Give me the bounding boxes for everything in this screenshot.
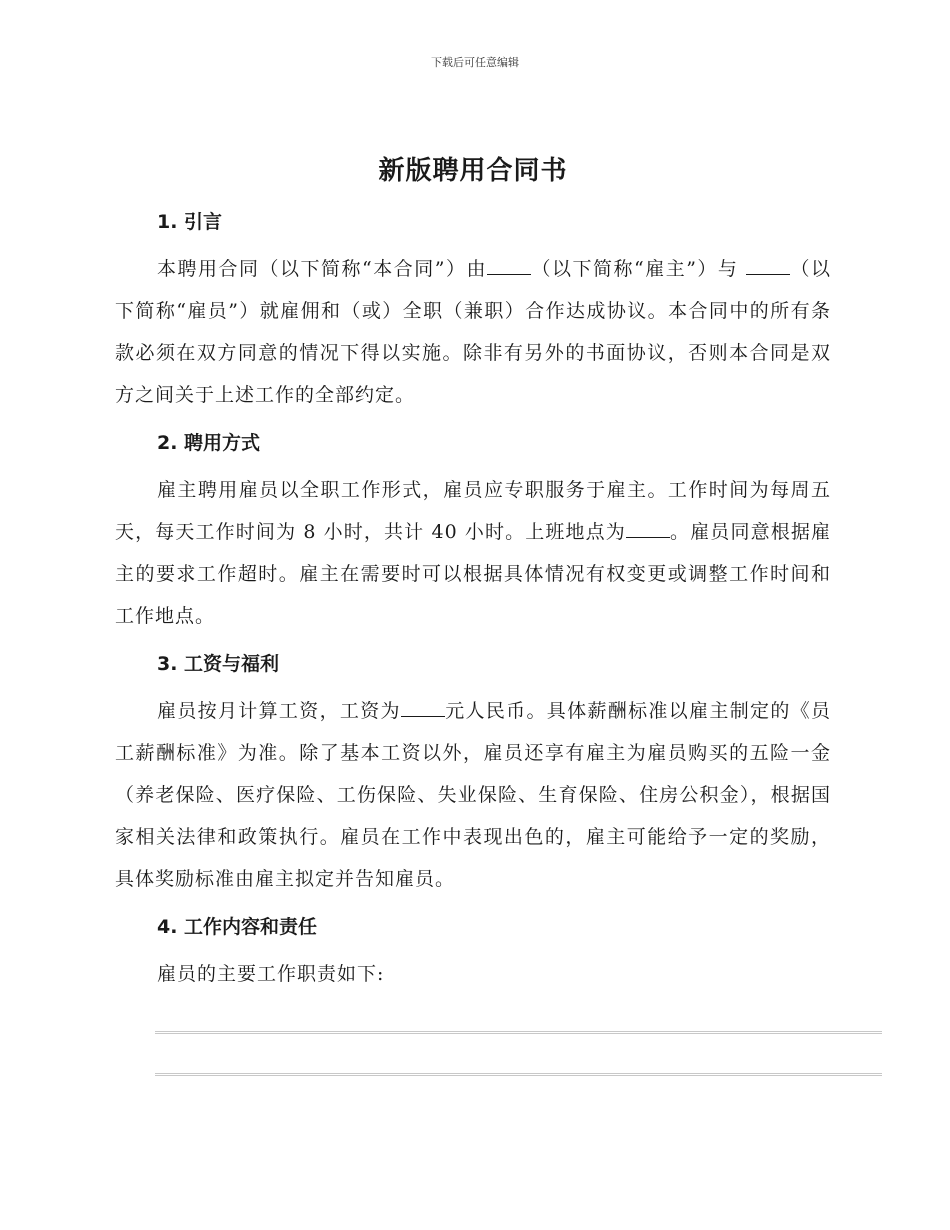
document-body: [115, 150, 831, 1003]
paragraph-employment: [115, 469, 831, 637]
paragraph-intro: [115, 248, 831, 416]
section-heading-salary: 3. 工资与福利: [157, 653, 280, 675]
text-run: （以下简称“雇主”）与: [530, 258, 739, 280]
section-heading-duties: 4. 工作内容和责任: [157, 916, 318, 938]
blank-location: [626, 519, 670, 538]
text-run: 。雇员同意根据雇主的要求工作超时。雇主在需要时可以根据具体情况有权变更或调整工作时间和工作地点。: [115, 521, 831, 627]
blank-salary: [401, 698, 445, 717]
blank-employer: [487, 256, 531, 275]
section-heading-intro: 1. 引言: [157, 211, 223, 233]
text-run: 雇员按月计算工资，工资为: [157, 700, 401, 722]
duty-line-2: [155, 1073, 882, 1076]
paragraph-duties: [115, 953, 831, 995]
text-run: 元人民币。具体薪酬标准以雇主制定的《员工薪酬标准》为准。除了基本工资以外，雇员还享有雇主为雇员购买的五险一金（养老保险、医疗保险、工伤保险、失业保险、生育保险、住房公积金），根据国家相关法律和政策执行。雇员在工作中表现出色的，雇主可能给予一定的奖励，具体奖励标准由雇主拟定并告知雇员。: [115, 700, 831, 890]
document-title: 新版聘用合同书: [378, 156, 568, 186]
paragraph-salary: [115, 690, 831, 900]
duty-line-1: [155, 1031, 882, 1034]
blank-employee: [746, 256, 790, 275]
page-header: 下载后可任意编辑: [431, 56, 519, 69]
section-heading-employment: 2. 聘用方式: [157, 432, 261, 454]
text-run: 雇员的主要工作职责如下:: [157, 963, 385, 985]
text-run: （以下简称“雇员”）就雇佣和（或）全职（兼职）合作达成协议。本合同中的所有条款必须在双方同意的情况下得以实施。除非有另外的书面协议，否则本合同是双方之间关于上述工作的全部约定。: [115, 258, 831, 406]
text-run: 雇主聘用雇员以全职工作形式，雇员应专职服务于雇主。工作时间为每周五天，每天工作时间为 8 小时，共计 40 小时。上班地点为: [115, 479, 831, 543]
text-run: 本聘用合同（以下简称“本合同”）由: [157, 258, 487, 280]
